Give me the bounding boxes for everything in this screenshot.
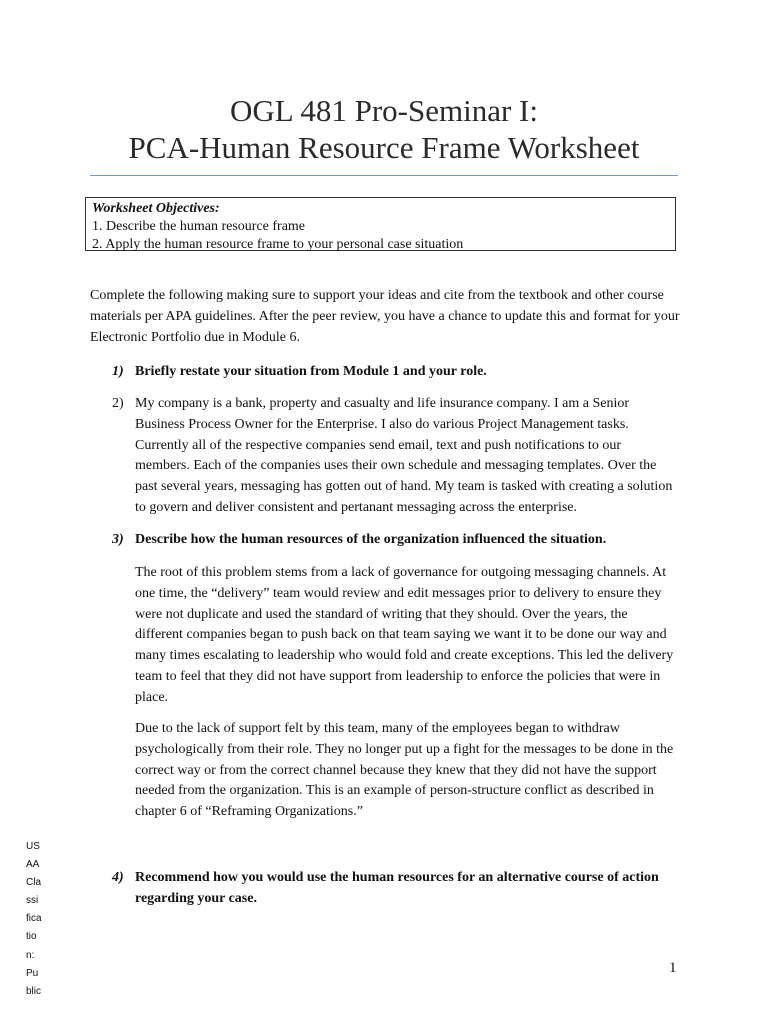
objectives-box xyxy=(85,197,676,251)
classification-fragment: tio xyxy=(26,931,37,943)
question-number: 2) xyxy=(112,396,124,411)
title-line-1: OGL 481 Pro-Seminar I: xyxy=(230,93,538,128)
objective-item: 2. Apply the human resource frame to your personal case situation xyxy=(92,237,464,252)
classification-fragment: Pu xyxy=(26,967,39,979)
question-2 xyxy=(108,394,678,519)
question-number: 4) xyxy=(112,870,124,885)
question-text: Briefly restate your situation from Module 1 and your role. xyxy=(135,364,487,379)
answer-paragraph-2: Due to the lack of support felt by this team, many of the employees began to withdraw psychologically from their role. They no longer put up a fight for the messages to be done in the correct way or from the correct channel because they knew that they did not have the support needed from the organization. This is an example of person-structure conflict as described in chapter 6 of “Reframing Organizations.” xyxy=(135,721,674,820)
question-1 xyxy=(108,362,678,383)
question-4 xyxy=(108,868,678,910)
classification-label xyxy=(26,838,48,1001)
document-title xyxy=(0,92,768,166)
question-number: 3) xyxy=(112,532,124,547)
question-number: 1) xyxy=(112,364,124,379)
intro-paragraph: Complete the following making sure to support your ideas and cite from the textbook and other course materials per APA guidelines. After the peer review, you have a chance to update this and format for your Electronic Portfolio due in Module 6. xyxy=(90,288,680,345)
classification-fragment: blic xyxy=(26,985,42,997)
question-text: Describe how the human resources of the organization influenced the situation. xyxy=(135,532,607,547)
classification-fragment: ssi xyxy=(26,895,39,907)
objective-item: 1. Describe the human resource frame xyxy=(92,219,306,234)
question-text: Recommend how you would use the human resources for an alternative course of action regarding your case. xyxy=(135,870,659,906)
question-text: My company is a bank, property and casualty and life insurance company. I am a Senior Business Process Owner for the Enterprise. I also do various Project Management tasks. Currently all of the respective companies send email, text and push notifications to our members. Each of the companies uses their own schedule and messaging templates. Over the past several years, messaging has gotten out of hand. My team is tasked with creating a solution to govern and deliver consistent and pertanant messaging across the enterprise. xyxy=(135,396,673,515)
classification-fragment: fica xyxy=(26,913,42,925)
title-line-2: PCA-Human Resource Frame Worksheet xyxy=(128,130,640,165)
classification-fragment: Cla xyxy=(26,877,42,889)
classification-fragment: n: xyxy=(26,949,35,961)
classification-fragment: US xyxy=(26,841,40,852)
page-number: 1 xyxy=(669,960,677,976)
objectives-heading: Worksheet Objectives: xyxy=(92,201,220,216)
question-3 xyxy=(108,530,678,551)
answer-paragraph-1: The root of this problem stems from a lack of governance for outgoing messaging channels. At one time, the “delivery” team would review and edit messages prior to delivery to ensure they were not duplicate and used the standard of writing that they should. Over the years, the different companies began to push back on that team saying we want it to be done our way and many times escalating to leadership who would fold and create exceptions. This led the delivery team to feel that they did not have support from leadership to enforce the policies that were in place. xyxy=(135,565,674,705)
title-divider xyxy=(90,175,678,176)
classification-fragment: AA xyxy=(26,859,40,871)
